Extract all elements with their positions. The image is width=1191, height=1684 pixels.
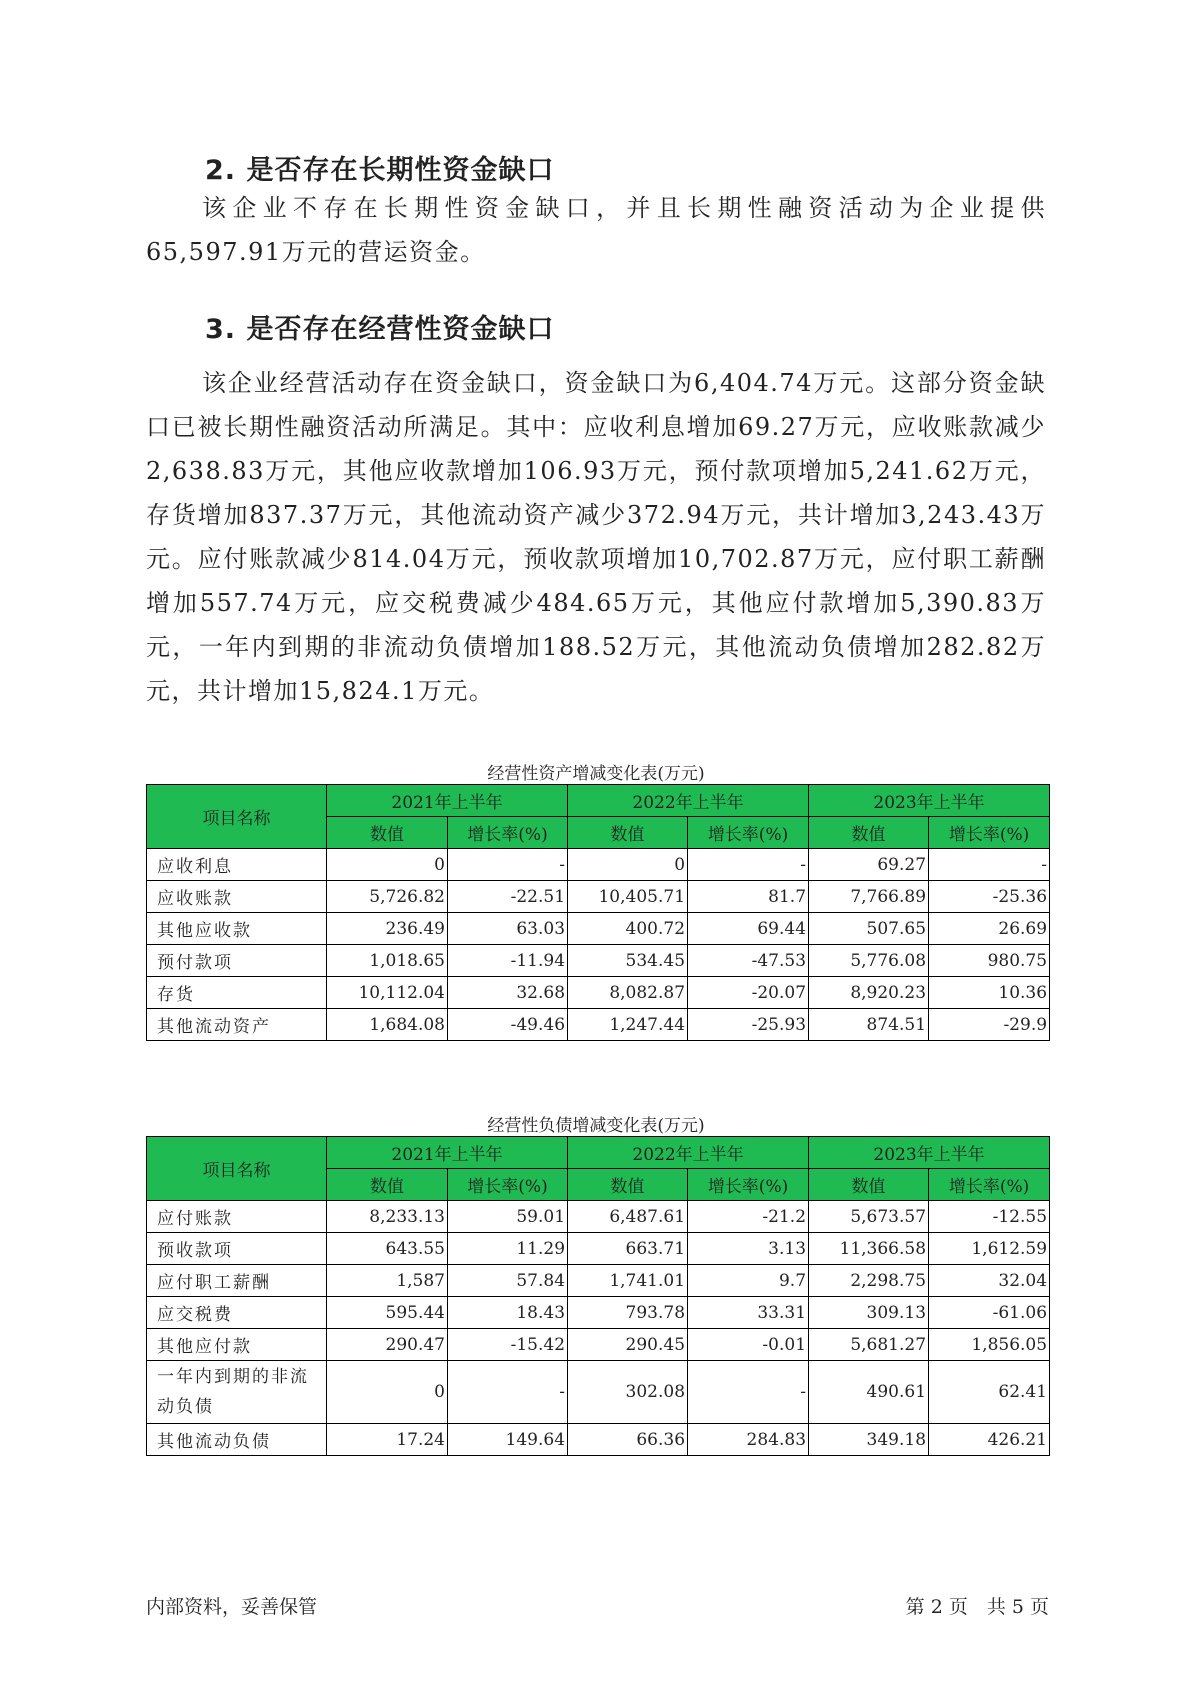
value-cell: 66.36 — [568, 1424, 688, 1456]
value-cell: 302.08 — [568, 1361, 688, 1424]
row-name: 其他流动负债 — [147, 1424, 327, 1456]
growth-cell: 11.29 — [448, 1233, 568, 1265]
growth-cell: -61.06 — [929, 1297, 1050, 1329]
table-row — [147, 1297, 1050, 1329]
table-row — [147, 1329, 1050, 1361]
growth-cell: 57.84 — [448, 1265, 568, 1297]
growth-cell: 26.69 — [929, 913, 1050, 945]
growth-cell: -22.51 — [448, 881, 568, 913]
row-name: 预付款项 — [147, 945, 327, 977]
value-cell: 8,920.23 — [809, 977, 929, 1009]
value-cell: 0 — [568, 849, 688, 881]
row-name: 应付账款 — [147, 1201, 327, 1233]
row-name: 其他流动资产 — [147, 1009, 327, 1041]
growth-cell: 69.44 — [688, 913, 809, 945]
value-cell: 0 — [327, 849, 448, 881]
value-cell: 490.61 — [809, 1361, 929, 1424]
header-value: 数值 — [809, 1169, 929, 1201]
value-cell: 643.55 — [327, 1233, 448, 1265]
growth-cell: 284.83 — [688, 1424, 809, 1456]
table-row — [147, 849, 1050, 881]
growth-cell: - — [448, 1361, 568, 1424]
growth-cell: -25.93 — [688, 1009, 809, 1041]
header-period-2023: 2023年上半年 — [809, 1137, 1050, 1169]
growth-cell: 81.7 — [688, 881, 809, 913]
liability-change-table — [146, 1136, 1050, 1456]
growth-cell: 980.75 — [929, 945, 1050, 977]
value-cell: 595.44 — [327, 1297, 448, 1329]
table-row — [147, 913, 1050, 945]
value-cell: 10,405.71 — [568, 881, 688, 913]
value-cell: 290.45 — [568, 1329, 688, 1361]
growth-cell: -25.36 — [929, 881, 1050, 913]
value-cell: 0 — [327, 1361, 448, 1424]
row-name: 应付职工薪酬 — [147, 1265, 327, 1297]
growth-cell: 63.03 — [448, 913, 568, 945]
value-cell: 7,766.89 — [809, 881, 929, 913]
value-cell: 1,587 — [327, 1265, 448, 1297]
growth-cell: 1,856.05 — [929, 1329, 1050, 1361]
header-growth: 增长率(%) — [688, 817, 809, 849]
value-cell: 6,487.61 — [568, 1201, 688, 1233]
value-cell: 309.13 — [809, 1297, 929, 1329]
header-growth: 增长率(%) — [448, 817, 568, 849]
growth-cell: - — [448, 849, 568, 881]
value-cell: 349.18 — [809, 1424, 929, 1456]
header-period-2021: 2021年上半年 — [327, 1137, 568, 1169]
growth-cell: -12.55 — [929, 1201, 1050, 1233]
header-growth: 增长率(%) — [929, 817, 1050, 849]
value-cell: 8,082.87 — [568, 977, 688, 1009]
header-value: 数值 — [327, 1169, 448, 1201]
table-row — [147, 881, 1050, 913]
growth-cell: - — [688, 1361, 809, 1424]
header-value: 数值 — [327, 817, 448, 849]
section2-heading: 2. 是否存在长期性资金缺口 — [205, 155, 555, 186]
liability-table-caption: 经营性负债增减变化表(万元) — [487, 1116, 705, 1136]
growth-cell: -0.01 — [688, 1329, 809, 1361]
value-cell: 874.51 — [809, 1009, 929, 1041]
growth-cell: -47.53 — [688, 945, 809, 977]
growth-cell: - — [688, 849, 809, 881]
growth-cell: 9.7 — [688, 1265, 809, 1297]
asset-table-caption: 经营性资产增减变化表(万元) — [487, 764, 705, 784]
value-cell: 663.71 — [568, 1233, 688, 1265]
section3-paragraph: 该企业经营活动存在资金缺口，资金缺口为6,404.74万元。这部分资金缺口已被长期性融资活动所满足。其中：应收利息增加69.27万元，应收账款减少2,638.83万元，其他应收款增加106.93万元，预付款项增加5,241.62万元，存货增加837.37万元，其他流动资产减少372.94万元，共计增加3,243.43万元。应付账款减少814.04万元，预收款项增加10,702.87万元，应付职工薪酬增加557.74万元，应交税费减少484.65万元，其他应付款增加5,390.83万元，一年内到期的非流动负债增加188.52万元，其他流动负债增加282.82万元，共计增加15,824.1万元。 — [146, 369, 1046, 705]
value-cell: 5,673.57 — [809, 1201, 929, 1233]
row-name: 应收账款 — [147, 881, 327, 913]
growth-cell: -15.42 — [448, 1329, 568, 1361]
growth-cell: 59.01 — [448, 1201, 568, 1233]
section3-heading: 3. 是否存在经营性资金缺口 — [205, 314, 555, 345]
growth-cell: -29.9 — [929, 1009, 1050, 1041]
header-period-2021: 2021年上半年 — [327, 785, 568, 817]
value-cell: 5,776.08 — [809, 945, 929, 977]
footer-confidential-note: 内部资料，妥善保管 — [146, 1596, 318, 1618]
header-growth: 增长率(%) — [688, 1169, 809, 1201]
value-cell: 11,366.58 — [809, 1233, 929, 1265]
value-cell: 1,247.44 — [568, 1009, 688, 1041]
header-period-2022: 2022年上半年 — [568, 1137, 809, 1169]
growth-cell: -49.46 — [448, 1009, 568, 1041]
growth-cell: 18.43 — [448, 1297, 568, 1329]
value-cell: 534.45 — [568, 945, 688, 977]
value-cell: 69.27 — [809, 849, 929, 881]
growth-cell: -11.94 — [448, 945, 568, 977]
growth-cell: 1,612.59 — [929, 1233, 1050, 1265]
table-row — [147, 977, 1050, 1009]
header-value: 数值 — [568, 1169, 688, 1201]
growth-cell: 149.64 — [448, 1424, 568, 1456]
asset-change-table — [146, 784, 1050, 1041]
growth-cell: 10.36 — [929, 977, 1050, 1009]
value-cell: 400.72 — [568, 913, 688, 945]
value-cell: 5,726.82 — [327, 881, 448, 913]
header-item-name: 项目名称 — [147, 1137, 327, 1201]
table-row — [147, 1361, 1050, 1424]
value-cell: 793.78 — [568, 1297, 688, 1329]
row-name: 存货 — [147, 977, 327, 1009]
table-row — [147, 1201, 1050, 1233]
growth-cell: - — [929, 849, 1050, 881]
row-name: 其他应收款 — [147, 913, 327, 945]
value-cell: 290.47 — [327, 1329, 448, 1361]
footer-page-number: 第 2 页 共 5 页 — [905, 1596, 1049, 1618]
growth-cell: 32.68 — [448, 977, 568, 1009]
growth-cell: -21.2 — [688, 1201, 809, 1233]
growth-cell: 32.04 — [929, 1265, 1050, 1297]
value-cell: 17.24 — [327, 1424, 448, 1456]
table-row — [147, 1009, 1050, 1041]
row-name: 一年内到期的非流动负债 — [147, 1361, 327, 1424]
row-name: 预收款项 — [147, 1233, 327, 1265]
growth-cell: -20.07 — [688, 977, 809, 1009]
header-item-name: 项目名称 — [147, 785, 327, 849]
table-row — [147, 945, 1050, 977]
value-cell: 507.65 — [809, 913, 929, 945]
section2-paragraph: 该企业不存在长期性资金缺口，并且长期性融资活动为企业提供65,597.91万元的营运资金。 — [146, 194, 1046, 266]
header-growth: 增长率(%) — [929, 1169, 1050, 1201]
growth-cell: 426.21 — [929, 1424, 1050, 1456]
table-row — [147, 1233, 1050, 1265]
growth-cell: 62.41 — [929, 1361, 1050, 1424]
value-cell: 10,112.04 — [327, 977, 448, 1009]
value-cell: 2,298.75 — [809, 1265, 929, 1297]
header-period-2023: 2023年上半年 — [809, 785, 1050, 817]
table-row — [147, 1424, 1050, 1456]
value-cell: 1,741.01 — [568, 1265, 688, 1297]
header-value: 数值 — [809, 817, 929, 849]
row-name: 应收利息 — [147, 849, 327, 881]
value-cell: 1,684.08 — [327, 1009, 448, 1041]
header-value: 数值 — [568, 817, 688, 849]
value-cell: 8,233.13 — [327, 1201, 448, 1233]
value-cell: 1,018.65 — [327, 945, 448, 977]
growth-cell: 33.31 — [688, 1297, 809, 1329]
table-row — [147, 1265, 1050, 1297]
row-name: 其他应付款 — [147, 1329, 327, 1361]
header-period-2022: 2022年上半年 — [568, 785, 809, 817]
row-name: 应交税费 — [147, 1297, 327, 1329]
growth-cell: 3.13 — [688, 1233, 809, 1265]
value-cell: 236.49 — [327, 913, 448, 945]
value-cell: 5,681.27 — [809, 1329, 929, 1361]
header-growth: 增长率(%) — [448, 1169, 568, 1201]
